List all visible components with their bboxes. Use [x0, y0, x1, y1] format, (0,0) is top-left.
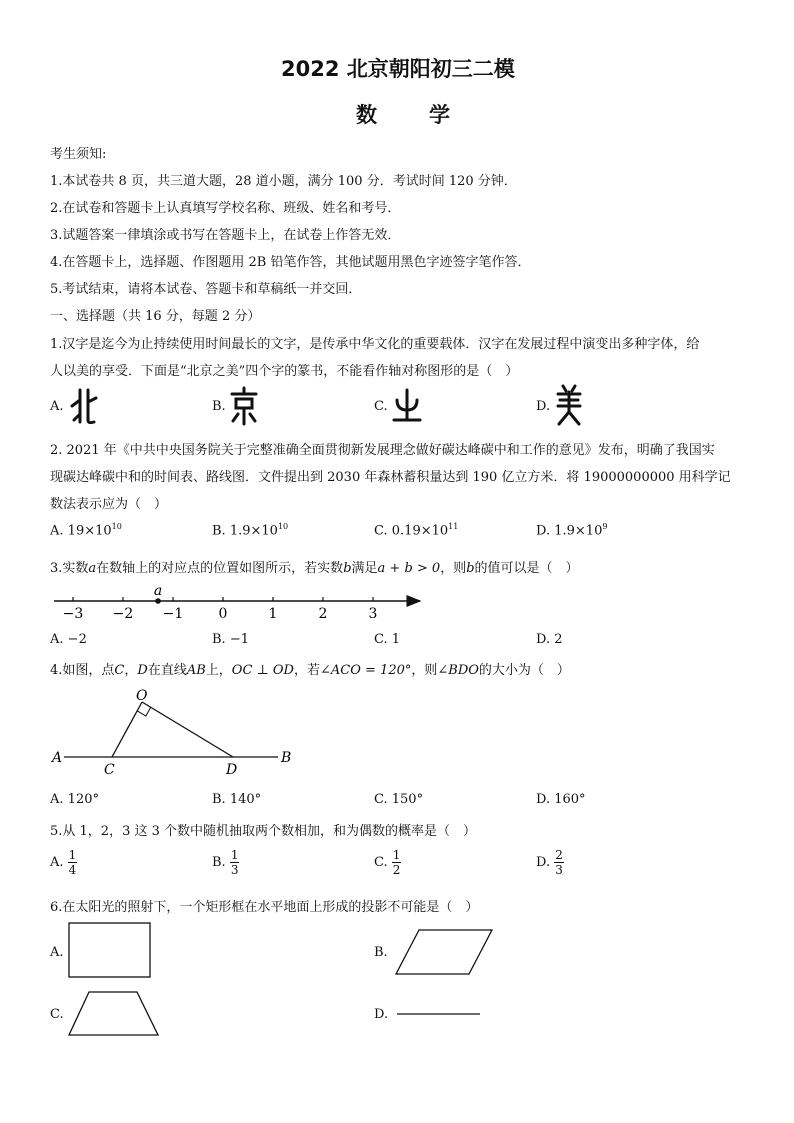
- notice-item: 5.考试结束，请将本试卷、答题卡和草稿纸一并交回．: [50, 282, 362, 297]
- question-3-text: 3.实数a在数轴上的对应点的位置如图所示，若实数b满足a + b > 0，则b的值可以是（ ）: [50, 561, 579, 576]
- page-title: 2022 北京朝阳初三二模: [281, 57, 515, 81]
- segment-oc: [112, 702, 142, 757]
- q2-option-b: [212, 522, 288, 538]
- option-value: 19×10: [67, 523, 112, 539]
- triangle-figure: [50, 684, 310, 780]
- parallelogram-shape: [395, 929, 495, 977]
- q5-option-c: C. $\frac{1}{2}$: [374, 848, 401, 877]
- question-1-text: 1.汉字是迄今为止持续使用时间最长的文字，是传承中华文化的重要载体．汉字在发展过程中演变出多种字体，给: [50, 337, 700, 352]
- q4-option-b: B. 140°: [212, 792, 262, 807]
- label-a: A: [52, 750, 63, 766]
- q5-option-d: D. $\frac{2}{3}$: [536, 848, 563, 877]
- q3-option-b: B. −1: [212, 632, 249, 647]
- q2-option-a: [50, 522, 122, 538]
- option-exponent: 9: [602, 522, 608, 531]
- label-c: C: [104, 762, 115, 778]
- point-a-label: a: [153, 583, 163, 599]
- point-a-marker: [155, 598, 161, 604]
- option-label: B.: [212, 523, 226, 539]
- seal-glyph-mei: [553, 384, 585, 428]
- notice-item: 3.试题答案一律填涂或书写在答题卡上，在试卷上作答无效．: [50, 228, 401, 243]
- option-label: D.: [536, 523, 551, 539]
- line-segment-shape: [396, 1010, 482, 1018]
- question-5-text: 5.从 1，2，3 这 3 个数中随机抽取两个数相加，和为偶数的概率是（ ）: [50, 824, 477, 839]
- seal-glyph-jing: [228, 386, 260, 426]
- q3-option-a: A. −2: [50, 632, 87, 647]
- trapezoid-shape: [67, 990, 161, 1038]
- segment-od: [142, 702, 233, 757]
- number-line-tick-label: 1: [268, 606, 278, 622]
- number-line: [50, 580, 430, 624]
- q1-option-b-label: B.: [212, 399, 226, 414]
- number-line-tick-label: 3: [368, 606, 378, 622]
- question-2-text: 数法表示应为（ ）: [50, 497, 168, 512]
- q2-option-c: [374, 522, 458, 538]
- q3-option-c: C. 1: [374, 632, 401, 647]
- subject-title: 数学: [356, 103, 502, 127]
- section-heading: 一、选择题（共 16 分，每题 2 分）: [50, 309, 261, 324]
- question-6-text: 6.在太阳光的照射下，一个矩形框在水平地面上形成的投影不可能是（ ）: [50, 900, 479, 915]
- q6-option-b-label: B.: [374, 945, 388, 960]
- q4-option-c: C. 150°: [374, 792, 424, 807]
- notice-item: 4.在答题卡上，选择题、作图题用 2B 铅笔作答，其他试题用黑色字迹签字笔作答．: [50, 255, 531, 270]
- q3-option-d: D. 2: [536, 632, 563, 647]
- notice-item: 1.本试卷共 8 页，共三道大题，28 道小题，满分 100 分．考试时间 120 分钟．: [50, 174, 517, 189]
- rectangle-shape: [68, 922, 152, 980]
- option-exponent: 10: [277, 522, 289, 531]
- q6-option-c-label: C.: [50, 1007, 64, 1022]
- q1-option-a-label: A.: [50, 399, 64, 414]
- q1-option-c-label: C.: [374, 399, 388, 414]
- q6-option-a-label: A.: [50, 945, 64, 960]
- option-exponent: 11: [448, 522, 459, 531]
- q5-option-a: A. $\frac{1}{4}$: [50, 848, 77, 877]
- question-4-text: 4.如图，点C，D在直线AB上，OC ⊥ OD，若∠ACO = 120°，则∠BDO的大小为（ ）: [50, 663, 570, 678]
- question-2-text: 2. 2021 年《中共中央国务院关于完整准确全面贯彻新发展理念做好碳达峰碳中和工作的意见》发布，明确了我国实: [50, 443, 715, 458]
- question-1-text: 人以美的享受．下面是“北京之美”四个字的篆书，不能看作轴对称图形的是（ ）: [50, 364, 519, 379]
- notice-heading: 考生须知:: [50, 147, 107, 162]
- q5-option-b: B. $\frac{1}{3}$: [212, 848, 239, 877]
- q2-option-d: [536, 522, 607, 538]
- option-label: C.: [374, 523, 388, 539]
- q4-option-a: A. 120°: [50, 792, 99, 807]
- notice-item: 2.在试卷和答题卡上认真填写学校名称、班级、姓名和考号．: [50, 201, 401, 216]
- question-2-text: 现碳达峰碳中和的时间表、路线图．文件提出到 2030 年森林蓄积量达到 190 亿立方米．将 19000000000 用科学记: [50, 470, 731, 485]
- number-line-tick-label: 0: [218, 606, 228, 622]
- label-d: D: [226, 762, 238, 778]
- number-line-tick-label: −2: [112, 606, 134, 622]
- number-line-tick-label: 2: [318, 606, 328, 622]
- option-value: 1.9×10: [554, 523, 603, 539]
- number-line-tick-label: −3: [62, 606, 84, 622]
- option-value: 1.9×10: [229, 523, 278, 539]
- q1-option-d-label: D.: [536, 399, 551, 414]
- label-o: O: [136, 688, 148, 704]
- seal-glyph-zhi: [391, 386, 423, 426]
- q4-option-d: D. 160°: [536, 792, 586, 807]
- option-label: A.: [50, 523, 64, 539]
- q6-option-d-label: D.: [374, 1007, 389, 1022]
- label-b: B: [281, 750, 292, 766]
- option-exponent: 10: [111, 522, 122, 531]
- number-line-tick-label: −1: [162, 606, 184, 622]
- option-value: 0.19×10: [391, 523, 449, 539]
- seal-glyph-bei: [68, 386, 100, 426]
- right-angle-mark: [137, 707, 151, 716]
